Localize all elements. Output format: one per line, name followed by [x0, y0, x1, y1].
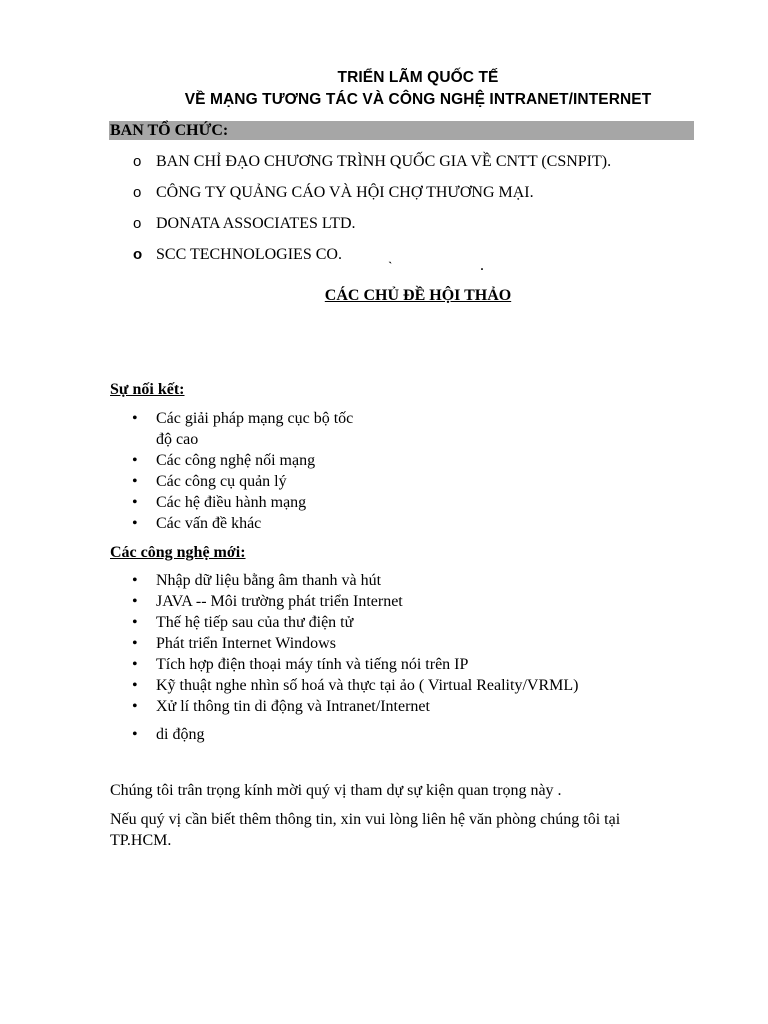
bullet-dot-icon: •: [132, 494, 138, 511]
list-item: • Phát triển Internet Windows: [132, 635, 336, 652]
list-item: • Kỹ thuật nghe nhìn số hoá và thực tại ảo ( Virtual Reality/VRML): [132, 677, 579, 694]
organizer-item: [133, 183, 534, 203]
bullet-dot-icon: •: [132, 698, 138, 715]
circle-bullet-icon: o: [133, 215, 142, 232]
bullet-dot-icon: •: [132, 515, 138, 532]
list-item: • Các vấn đề khác: [132, 515, 262, 532]
organizers-heading: BAN TỔ CHỨC:: [110, 122, 229, 139]
list-item: • Các công nghệ nối mạng: [132, 452, 316, 469]
contact-text: Nếu quý vị cần biết thêm thông tin, xin vui lòng liên hệ văn phòng chúng tôi tại TP.HCM.: [110, 811, 621, 849]
organizer-item-text: SCC TECHNOLOGIES CO.: [156, 246, 342, 263]
organizer-item: [133, 214, 356, 234]
list-item: • Các công cụ quản lý: [132, 473, 287, 490]
organizer-item-text: BAN CHỈ ĐẠO CHƯƠNG TRÌNH QUỐC GIA VỀ CNTT (CSNPIT).: [156, 153, 612, 170]
list-item: • Các hệ điều hành mạng: [132, 494, 307, 511]
bullet-dot-icon: •: [132, 635, 138, 652]
title-line-2: VỀ MẠNG TƯƠNG TÁC VÀ CÔNG NGHỆ INTRANET/INTERNET: [184, 91, 652, 108]
stray-mark: ·: [480, 262, 485, 276]
bullet-dot-icon: •: [132, 593, 138, 610]
organizer-item: [133, 152, 611, 172]
connectivity-list: [132, 408, 692, 534]
list-item: • Tích hợp điện thoại máy tính và tiếng nói trên IP: [132, 656, 469, 673]
new-tech-heading: Các công nghệ mới:: [110, 544, 246, 561]
list-item: • Các giải pháp mạng cục bộ tốc độ cao: [132, 410, 354, 448]
list-item: • Thế hệ tiếp sau của thư điện tử: [132, 614, 354, 631]
organizer-item-text: DONATA ASSOCIATES LTD.: [156, 215, 356, 232]
connectivity-heading: Sự nối kết:: [110, 381, 185, 398]
circle-bullet-icon: o: [133, 184, 142, 201]
organizer-item: [133, 245, 342, 265]
bullet-dot-icon: •: [132, 656, 138, 673]
circle-bullet-icon: o: [133, 153, 142, 170]
bullet-dot-icon: •: [132, 572, 138, 589]
bullet-dot-icon: •: [132, 614, 138, 631]
bullet-dot-icon: •: [132, 677, 138, 694]
list-item: • Nhập dữ liệu bằng âm thanh và hút: [132, 572, 382, 589]
list-item: • Xử lí thông tin di động và Intranet/Internet: [132, 698, 430, 715]
list-item: • di động: [132, 726, 205, 743]
invitation-text: Chúng tôi trân trọng kính mời quý vị tham dự sự kiện quan trọng này .: [110, 782, 562, 799]
topics-heading: CÁC CHỦ ĐỀ HỘI THẢO: [324, 287, 512, 304]
new-tech-list: [132, 570, 692, 745]
bullet-dot-icon: •: [132, 452, 138, 469]
organizer-item-text: CÔNG TY QUẢNG CÁO VÀ HỘI CHỢ THƯƠNG MẠI.: [156, 184, 534, 201]
circle-bullet-icon: o: [133, 246, 143, 263]
list-item: • JAVA -- Môi trường phát triển Internet: [132, 593, 403, 610]
bullet-dot-icon: •: [132, 726, 138, 743]
bullet-dot-icon: •: [132, 410, 138, 427]
title-line-1: TRIỂN LÃM QUỐC TẾ: [337, 69, 499, 86]
bullet-dot-icon: •: [132, 473, 138, 490]
